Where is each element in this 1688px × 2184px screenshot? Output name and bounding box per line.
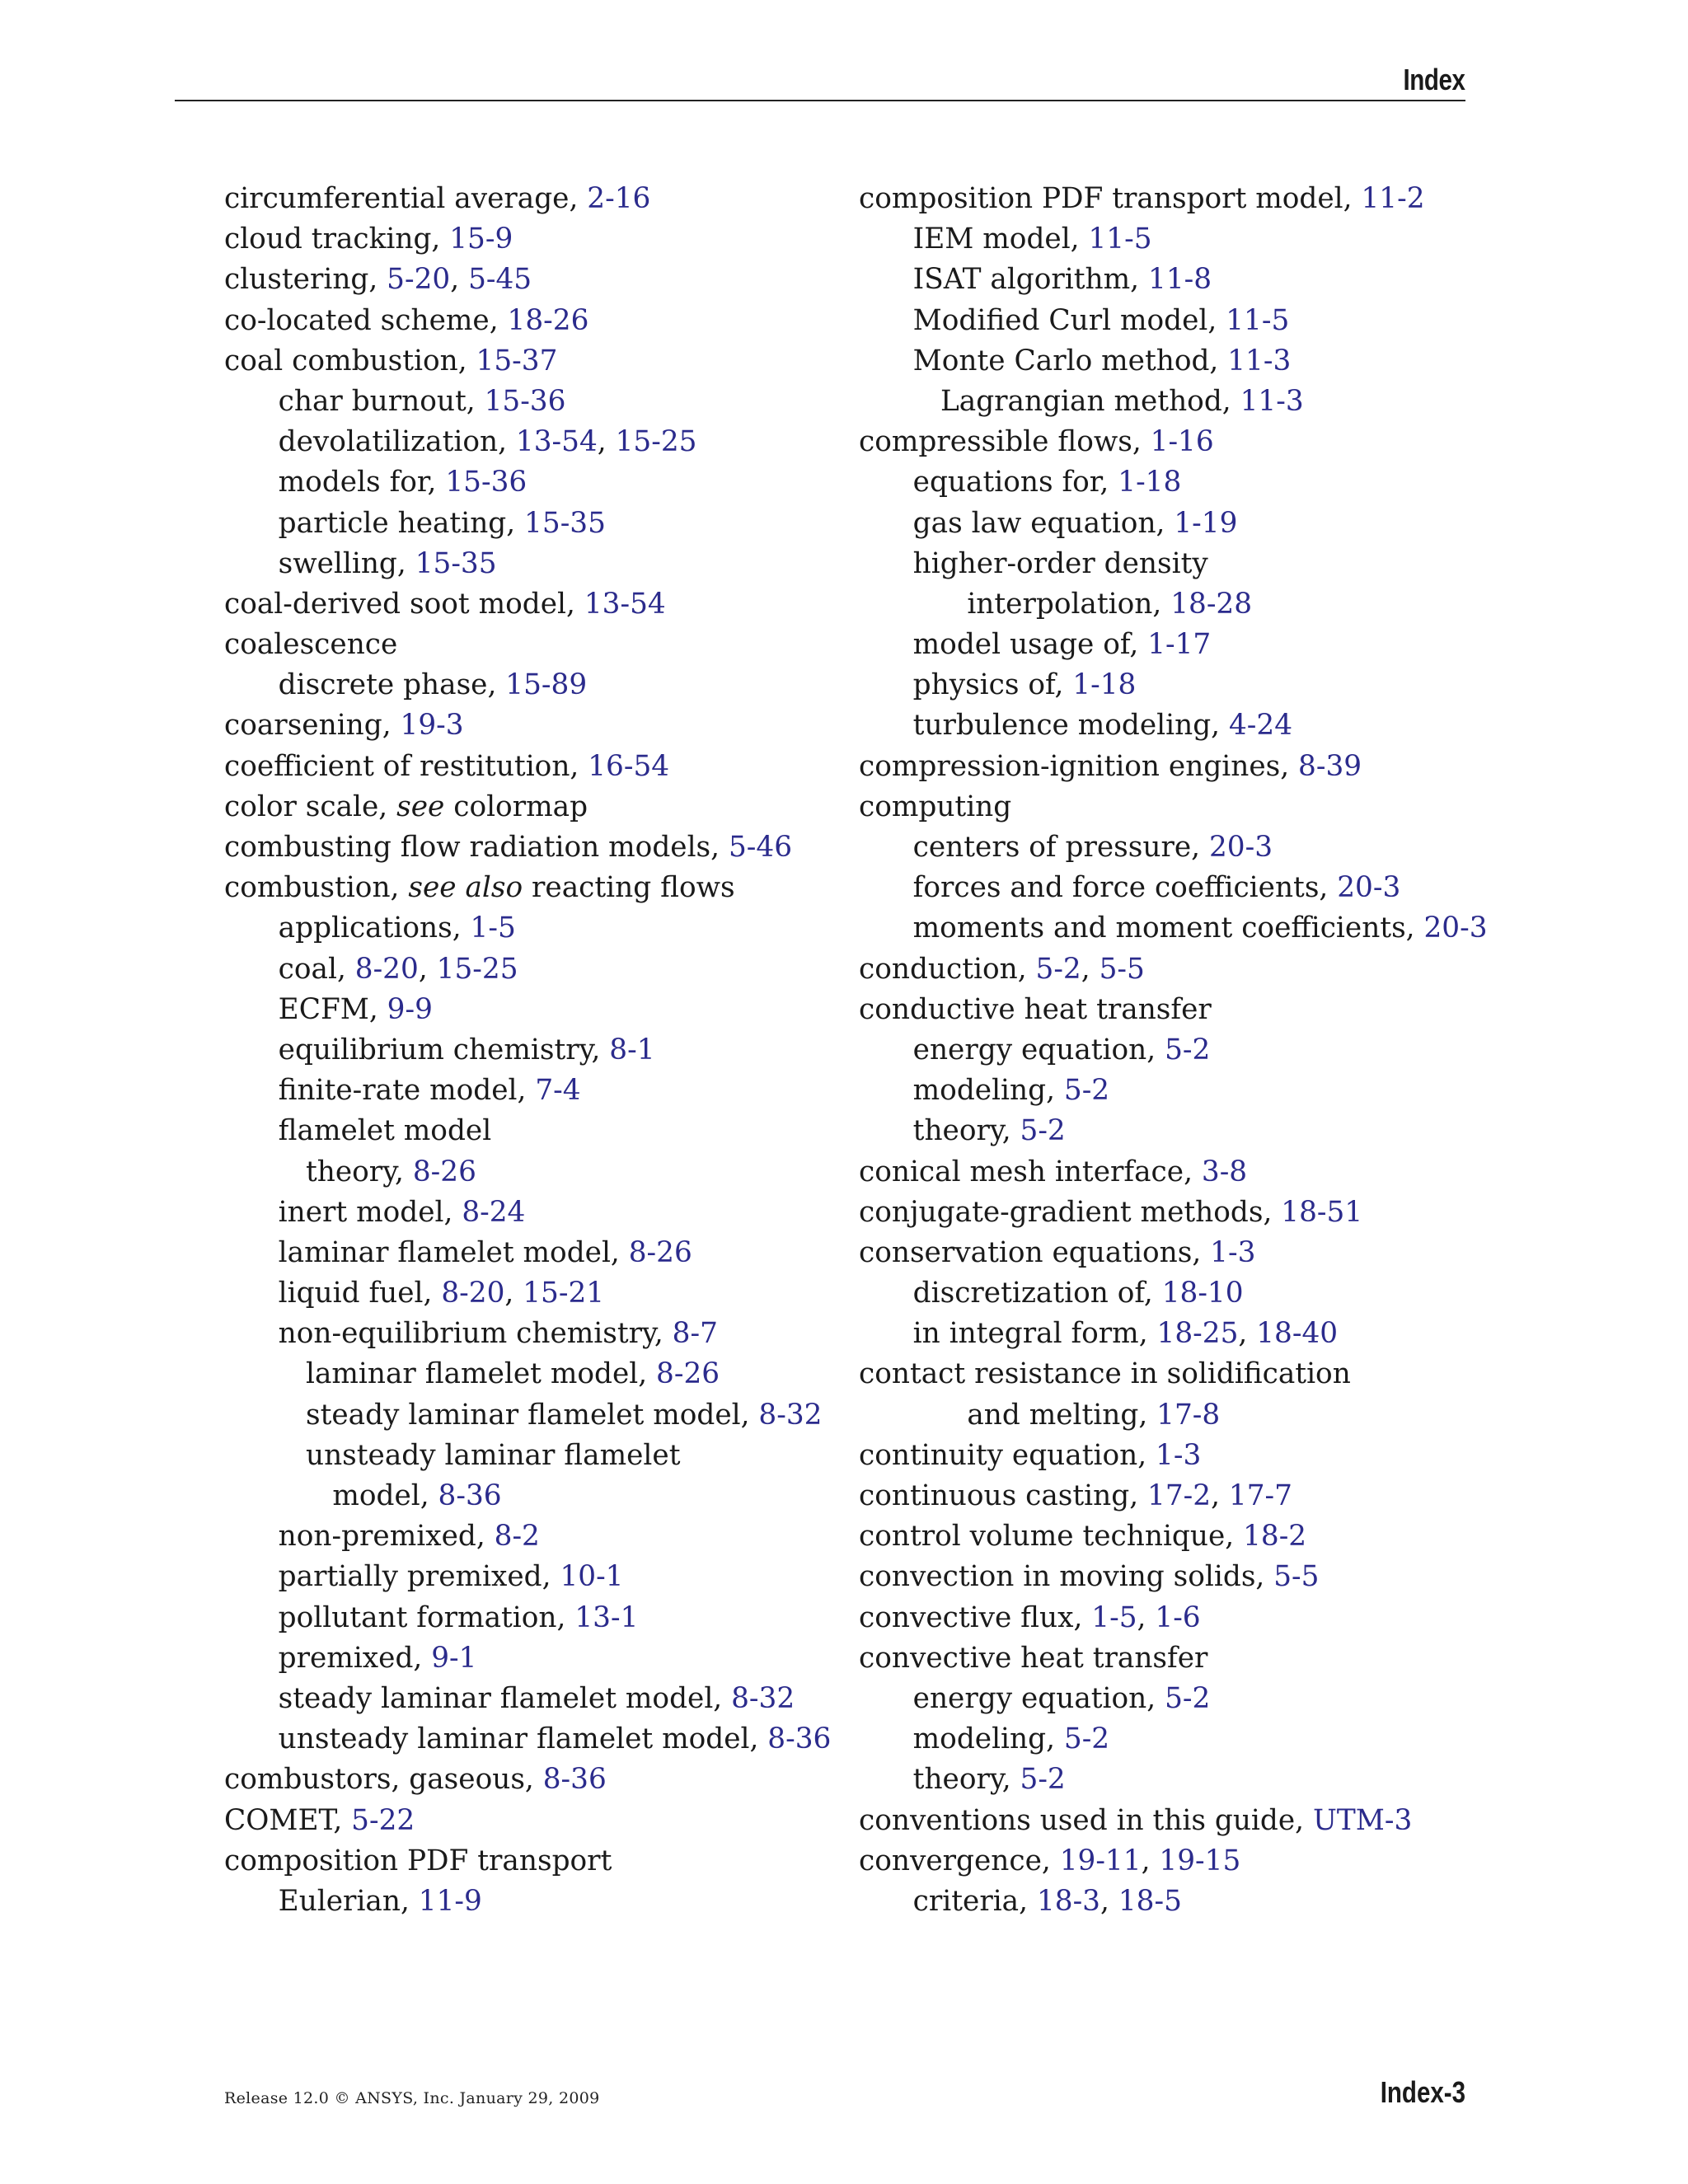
index-term: physics of, xyxy=(912,668,1073,702)
index-term: finite-rate model, xyxy=(278,1074,536,1108)
page-reference-link[interactable]: 8-32 xyxy=(731,1681,795,1715)
page-reference-link[interactable]: 15-25 xyxy=(615,425,697,459)
index-term: turbulence modeling, xyxy=(912,709,1229,743)
page-reference-link[interactable]: 5-2 xyxy=(1020,1763,1066,1797)
index-term: combusting flow radiation models, xyxy=(224,831,729,864)
index-entry: devolatilization, 13-54, 15-25 xyxy=(278,425,697,459)
index-entry xyxy=(224,665,822,705)
index-entry xyxy=(859,260,1473,300)
page-reference-link[interactable]: 11-2 xyxy=(1361,182,1425,215)
index-term: swelling, xyxy=(278,546,415,580)
page-reference-link[interactable]: 7-4 xyxy=(535,1074,581,1108)
page-reference-link[interactable]: 3-8 xyxy=(1201,1155,1248,1188)
page-reference-link[interactable]: 8-36 xyxy=(767,1722,832,1756)
page-reference-link[interactable]: 15-36 xyxy=(445,466,528,499)
index-entry xyxy=(224,1801,822,1841)
index-term: continuity equation, xyxy=(859,1438,1156,1472)
index-entry xyxy=(224,1557,822,1597)
index-term: ECFM, xyxy=(278,992,387,1026)
running-header-title: Index xyxy=(1403,63,1465,96)
index-term: laminar flamelet model, xyxy=(278,1235,629,1269)
page-reference-link[interactable]: 1-16 xyxy=(1150,425,1214,459)
index-term: Lagrangian method, xyxy=(940,384,1240,418)
index-entry xyxy=(859,625,1473,665)
page-reference-link[interactable]: 5-5 xyxy=(1099,952,1145,986)
index-entry xyxy=(224,1598,822,1638)
page-reference-link[interactable]: 15-89 xyxy=(505,668,588,702)
index-entry: liquid fuel, 8-20, 15-21 xyxy=(278,1277,605,1310)
index-term: model usage of, xyxy=(912,628,1148,662)
index-term: char burnout, xyxy=(278,384,485,418)
index-column-right xyxy=(859,179,1488,1922)
page-reference-link[interactable]: 15-21 xyxy=(523,1277,605,1310)
index-term: forces and force coefficients, xyxy=(912,871,1338,905)
header-rule xyxy=(175,100,1465,101)
page-reference-link[interactable]: 1-5 xyxy=(1091,1601,1137,1634)
index-term: conventions used in this guide, xyxy=(859,1803,1313,1837)
index-term: discretization of, xyxy=(912,1277,1162,1310)
index-entry xyxy=(224,1152,822,1193)
page-reference-link[interactable]: 16-54 xyxy=(588,749,670,783)
page-reference-link[interactable]: 18-5 xyxy=(1118,1884,1182,1918)
page-reference-link[interactable]: 5-2 xyxy=(1165,1681,1211,1715)
index-entry: criteria, 18-3, 18-5 xyxy=(912,1884,1182,1918)
page-reference-link[interactable]: 18-10 xyxy=(1161,1277,1244,1310)
page-reference-link[interactable]: 8-39 xyxy=(1298,749,1362,783)
page-reference-link[interactable]: 1-6 xyxy=(1155,1601,1201,1634)
page-reference-link[interactable]: 13-54 xyxy=(584,587,666,621)
index-term: modeling, xyxy=(912,1074,1064,1108)
page-reference-link[interactable]: 8-36 xyxy=(438,1479,502,1512)
index-entry xyxy=(224,462,822,503)
footer-release-info: Release 12.0 © ANSYS, Inc. January 29, 2009 xyxy=(224,2089,600,2107)
see-target: colormap xyxy=(444,790,588,823)
index-entry xyxy=(224,219,822,260)
index-entry xyxy=(859,301,1473,341)
index-entry xyxy=(859,868,1473,908)
page-reference-link[interactable]: 1-19 xyxy=(1174,506,1238,540)
index-entry xyxy=(859,422,1473,462)
index-term: moments and moment coefficients, xyxy=(912,912,1424,945)
index-term: theory, xyxy=(305,1155,413,1188)
index-term: applications, xyxy=(278,912,471,945)
index-term: interpolation, xyxy=(967,587,1171,621)
index-entry xyxy=(224,1354,822,1394)
index-term: higher-order density xyxy=(912,546,1208,580)
index-term: energy equation, xyxy=(912,1681,1165,1715)
index-entry xyxy=(224,625,822,665)
index-term: laminar flamelet model, xyxy=(305,1357,657,1391)
index-entry xyxy=(859,219,1473,260)
page-reference-link[interactable]: 13-54 xyxy=(515,425,598,459)
index-entry xyxy=(859,1354,1473,1394)
index-entry xyxy=(859,827,1473,868)
page-reference-link[interactable]: 8-36 xyxy=(542,1763,607,1797)
index-term: equations for, xyxy=(912,466,1118,499)
page-reference-link[interactable]: 20-3 xyxy=(1423,912,1488,945)
page-reference-link[interactable]: 17-7 xyxy=(1228,1479,1292,1512)
index-term: conjugate-gradient methods, xyxy=(859,1195,1282,1229)
page-reference-link[interactable]: 17-2 xyxy=(1147,1479,1212,1512)
index-entry xyxy=(224,705,822,746)
page-reference-link[interactable]: 4-24 xyxy=(1228,709,1293,743)
index-term: coarsening, xyxy=(224,709,401,743)
page-reference-link[interactable]: 8-20 xyxy=(441,1277,505,1310)
index-entry xyxy=(224,584,822,625)
index-term: conservation equations, xyxy=(859,1235,1211,1269)
index-entry xyxy=(224,341,822,382)
page-reference-link[interactable]: 20-3 xyxy=(1337,871,1401,905)
index-term: combustion, xyxy=(224,871,409,905)
page-reference-link[interactable]: 10-1 xyxy=(560,1560,624,1594)
page-reference-link[interactable]: 15-36 xyxy=(484,384,566,418)
index-term: coalescence xyxy=(224,628,398,662)
index-term: energy equation, xyxy=(912,1033,1165,1066)
index-entry xyxy=(224,504,822,544)
index-term: continuous casting, xyxy=(859,1479,1148,1512)
index-term: modeling, xyxy=(912,1722,1064,1756)
page-reference-link[interactable]: 20-3 xyxy=(1208,831,1273,864)
index-term: flamelet model xyxy=(278,1114,492,1148)
index-term: cloud tracking, xyxy=(224,223,450,256)
index-entry xyxy=(859,544,1473,584)
index-entry xyxy=(859,1516,1473,1557)
index-term: gas law equation, xyxy=(912,506,1175,540)
page-reference-link[interactable]: 5-2 xyxy=(1063,1074,1110,1108)
page-reference-link[interactable]: 5-2 xyxy=(1063,1722,1110,1756)
page-reference-link[interactable]: 8-32 xyxy=(758,1398,823,1432)
index-entry xyxy=(224,1760,822,1800)
index-term: models for, xyxy=(278,466,446,499)
index-entry xyxy=(224,301,822,341)
index-term: steady laminar flamelet model, xyxy=(305,1398,759,1432)
index-entry xyxy=(224,868,822,908)
page-reference-link[interactable]: 8-20 xyxy=(354,952,419,986)
index-entry xyxy=(859,341,1473,382)
index-term: non-equilibrium chemistry, xyxy=(278,1317,673,1351)
page-reference-link[interactable]: 5-20 xyxy=(387,263,451,297)
index-term: model, xyxy=(332,1479,438,1512)
index-entry xyxy=(224,787,822,827)
index-entry: convective flux, 1-5, 1-6 xyxy=(859,1601,1201,1634)
index-term: IEM model, xyxy=(912,223,1089,256)
index-entry xyxy=(224,1841,822,1882)
index-term: premixed, xyxy=(278,1641,432,1675)
index-entry xyxy=(859,1679,1473,1719)
page-reference-link[interactable]: 18-3 xyxy=(1036,1884,1101,1918)
index-entry xyxy=(224,1882,822,1922)
index-entry xyxy=(224,1679,822,1719)
see-reference: see xyxy=(396,790,445,823)
index-entry xyxy=(224,1193,822,1233)
page-reference-link[interactable]: 5-2 xyxy=(1035,952,1081,986)
index-entry xyxy=(859,1719,1473,1760)
page-reference-link[interactable]: 5-45 xyxy=(468,263,532,297)
index-term: contact resistance in solidification xyxy=(859,1357,1351,1391)
page-reference-link[interactable]: 1-18 xyxy=(1072,668,1137,702)
page-reference-link[interactable]: 19-15 xyxy=(1159,1844,1241,1877)
index-term: coefficient of restitution, xyxy=(224,749,588,783)
index-entry xyxy=(859,179,1473,219)
index-term: convective flux, xyxy=(859,1601,1092,1634)
index-term: convection in moving solids, xyxy=(859,1560,1274,1594)
index-entry xyxy=(859,1273,1473,1314)
page-reference-link[interactable]: 17-8 xyxy=(1156,1398,1221,1432)
page-reference-link[interactable]: 5-22 xyxy=(351,1803,415,1837)
index-term: theory, xyxy=(912,1763,1020,1797)
index-entry: in integral form, 18-25, 18-40 xyxy=(912,1317,1339,1351)
index-term: devolatilization, xyxy=(278,425,516,459)
index-term: pollutant formation, xyxy=(278,1601,575,1634)
index-term: equilibrium chemistry, xyxy=(278,1033,610,1066)
page-reference-link[interactable]: 18-26 xyxy=(507,303,589,337)
page-reference-link[interactable]: 1-18 xyxy=(1118,466,1182,499)
index-term: liquid fuel, xyxy=(278,1277,442,1310)
index-term: partially premixed, xyxy=(278,1560,560,1594)
index-entry xyxy=(224,1233,822,1273)
page-reference-link[interactable]: 18-40 xyxy=(1256,1317,1339,1351)
index-term: Eulerian, xyxy=(278,1884,419,1918)
page-reference-link[interactable]: 9-9 xyxy=(387,992,433,1026)
page-reference-link[interactable]: 15-35 xyxy=(524,506,606,540)
page-reference-link[interactable]: 8-2 xyxy=(494,1520,540,1554)
index-term: unsteady laminar flamelet model, xyxy=(278,1722,768,1756)
index-term: non-premixed, xyxy=(278,1520,495,1554)
index-entry xyxy=(859,1233,1473,1273)
see-reference: see also xyxy=(408,871,523,905)
index-term: composition PDF transport model, xyxy=(859,182,1362,215)
index-entry xyxy=(224,1436,822,1476)
page-reference-link[interactable]: 1-3 xyxy=(1210,1235,1256,1269)
index-term: particle heating, xyxy=(278,506,525,540)
index-entry: convergence, 19-11, 19-15 xyxy=(859,1844,1241,1877)
page-reference-link[interactable]: 1-3 xyxy=(1156,1438,1202,1472)
index-term: theory, xyxy=(912,1114,1020,1148)
index-term: convective heat transfer xyxy=(859,1641,1208,1675)
index-term: Monte Carlo method, xyxy=(912,344,1228,377)
index-term: discrete phase, xyxy=(278,668,506,702)
index-entry xyxy=(859,1193,1473,1233)
index-entry: conduction, 5-2, 5-5 xyxy=(859,952,1145,986)
index-entry xyxy=(859,990,1473,1030)
page-reference-link[interactable]: 11-5 xyxy=(1088,223,1152,256)
page-reference-link[interactable]: 5-2 xyxy=(1020,1114,1066,1148)
index-term: conduction, xyxy=(859,952,1036,986)
footer-page-number: Index-3 xyxy=(1380,2075,1465,2109)
index-entry xyxy=(224,1638,822,1679)
index-entry xyxy=(224,1395,822,1436)
index-entry xyxy=(224,1111,822,1151)
index-entry xyxy=(224,1719,832,1760)
index-term: criteria, xyxy=(912,1884,1037,1918)
index-entry xyxy=(859,705,1473,746)
index-term: conical mesh interface, xyxy=(859,1155,1202,1188)
see-target: reacting flows xyxy=(523,871,735,905)
index-entry xyxy=(859,908,1488,949)
index-entry: coal, 8-20, 15-25 xyxy=(278,952,518,986)
index-entry xyxy=(224,1476,822,1516)
index-term: steady laminar flamelet model, xyxy=(278,1681,732,1715)
index-entry xyxy=(859,584,1473,625)
index-entry xyxy=(859,1030,1473,1071)
page-reference-link[interactable]: 8-1 xyxy=(609,1033,655,1066)
index-term: coal-derived soot model, xyxy=(224,587,584,621)
index-entry xyxy=(859,1395,1473,1436)
index-entry xyxy=(224,908,822,949)
page-reference-link[interactable]: 8-26 xyxy=(412,1155,476,1188)
index-entry xyxy=(859,504,1473,544)
index-term: co-located scheme, xyxy=(224,303,508,337)
page-reference-link[interactable]: 8-26 xyxy=(656,1357,720,1391)
index-term: control volume technique, xyxy=(859,1520,1244,1554)
page-reference-link[interactable]: 11-5 xyxy=(1226,303,1290,337)
page-reference-link[interactable]: 15-37 xyxy=(476,344,558,377)
page-reference-link[interactable]: 15-25 xyxy=(436,952,518,986)
index-entry xyxy=(859,1638,1473,1679)
page-reference-link[interactable]: 5-5 xyxy=(1273,1560,1320,1594)
index-entry xyxy=(224,827,822,868)
index-entry xyxy=(224,1030,822,1071)
index-entry: continuous casting, 17-2, 17-7 xyxy=(859,1479,1292,1512)
index-entry xyxy=(859,665,1473,705)
index-term: centers of pressure, xyxy=(912,831,1209,864)
index-entry xyxy=(859,1436,1473,1476)
index-term: clustering, xyxy=(224,263,387,297)
page-reference-link[interactable]: 18-51 xyxy=(1281,1195,1363,1229)
index-term: and melting, xyxy=(967,1398,1157,1432)
index-term: composition PDF transport xyxy=(224,1844,612,1877)
index-term: in integral form, xyxy=(912,1317,1157,1351)
page-reference-link[interactable]: 15-9 xyxy=(449,223,513,256)
index-entry xyxy=(859,747,1473,787)
index-entry xyxy=(859,787,1473,827)
index-entry xyxy=(224,179,822,219)
page-reference-link[interactable]: 18-25 xyxy=(1156,1317,1239,1351)
page-reference-link[interactable]: 5-2 xyxy=(1165,1033,1211,1066)
page-reference-link[interactable]: 5-46 xyxy=(728,831,793,864)
index-entry xyxy=(224,1314,822,1354)
page-reference-link[interactable]: 9-1 xyxy=(431,1641,477,1675)
index-term: convergence, xyxy=(859,1844,1060,1877)
page-reference-link[interactable]: 8-7 xyxy=(672,1317,718,1351)
index-term: COMET, xyxy=(224,1803,352,1837)
page-reference-link[interactable]: 11-3 xyxy=(1227,344,1292,377)
index-term: color scale, xyxy=(224,790,397,823)
index-entry xyxy=(859,1760,1473,1800)
index-entry xyxy=(224,544,822,584)
index-entry xyxy=(859,382,1473,422)
index-entry xyxy=(224,1071,822,1111)
index-term: conductive heat transfer xyxy=(859,992,1212,1026)
page-reference-link[interactable]: 15-35 xyxy=(415,546,497,580)
index-entry xyxy=(224,382,822,422)
page-reference-link[interactable]: 8-26 xyxy=(628,1235,692,1269)
index-term: coal, xyxy=(278,952,355,986)
index-entry xyxy=(224,1516,822,1557)
index-term: compressible flows, xyxy=(859,425,1151,459)
index-entry xyxy=(224,990,822,1030)
page-reference-link[interactable]: 19-3 xyxy=(400,709,464,743)
index-term: ISAT algorithm, xyxy=(912,263,1148,297)
page-reference-link[interactable]: 13-1 xyxy=(574,1601,639,1634)
page-reference-link[interactable]: 1-17 xyxy=(1147,628,1212,662)
index-term: unsteady laminar flamelet xyxy=(305,1438,681,1472)
index-term: computing xyxy=(859,790,1012,823)
index-entry xyxy=(224,747,822,787)
index-term: coal combustion, xyxy=(224,344,476,377)
index-entry xyxy=(859,1557,1473,1597)
page-reference-link[interactable]: 11-8 xyxy=(1147,263,1212,297)
index-entry xyxy=(859,1111,1473,1151)
index-column-left xyxy=(224,179,834,1922)
page-reference-link[interactable]: 11-3 xyxy=(1240,384,1304,418)
index-term: Modified Curl model, xyxy=(912,303,1226,337)
page-reference-link[interactable]: UTM-3 xyxy=(1312,1803,1413,1837)
index-entry xyxy=(859,462,1473,503)
page-reference-link[interactable]: 1-5 xyxy=(470,912,516,945)
index-entry xyxy=(859,1071,1473,1111)
index-term: inert model, xyxy=(278,1195,462,1229)
index-entry xyxy=(859,1152,1473,1193)
page-reference-link[interactable]: 18-28 xyxy=(1170,587,1253,621)
index-term: compression-ignition engines, xyxy=(859,749,1299,783)
page-reference-link[interactable]: 18-2 xyxy=(1243,1520,1307,1554)
page-reference-link[interactable]: 2-16 xyxy=(587,182,651,215)
page-reference-link[interactable]: 11-9 xyxy=(418,1884,482,1918)
index-entry xyxy=(859,1801,1473,1841)
page-reference-link[interactable]: 8-24 xyxy=(462,1195,526,1229)
index-term: circumferential average, xyxy=(224,182,588,215)
index-entry: clustering, 5-20, 5-45 xyxy=(224,263,532,297)
index-term: combustors, gaseous, xyxy=(224,1763,543,1797)
page-reference-link[interactable]: 19-11 xyxy=(1059,1844,1142,1877)
